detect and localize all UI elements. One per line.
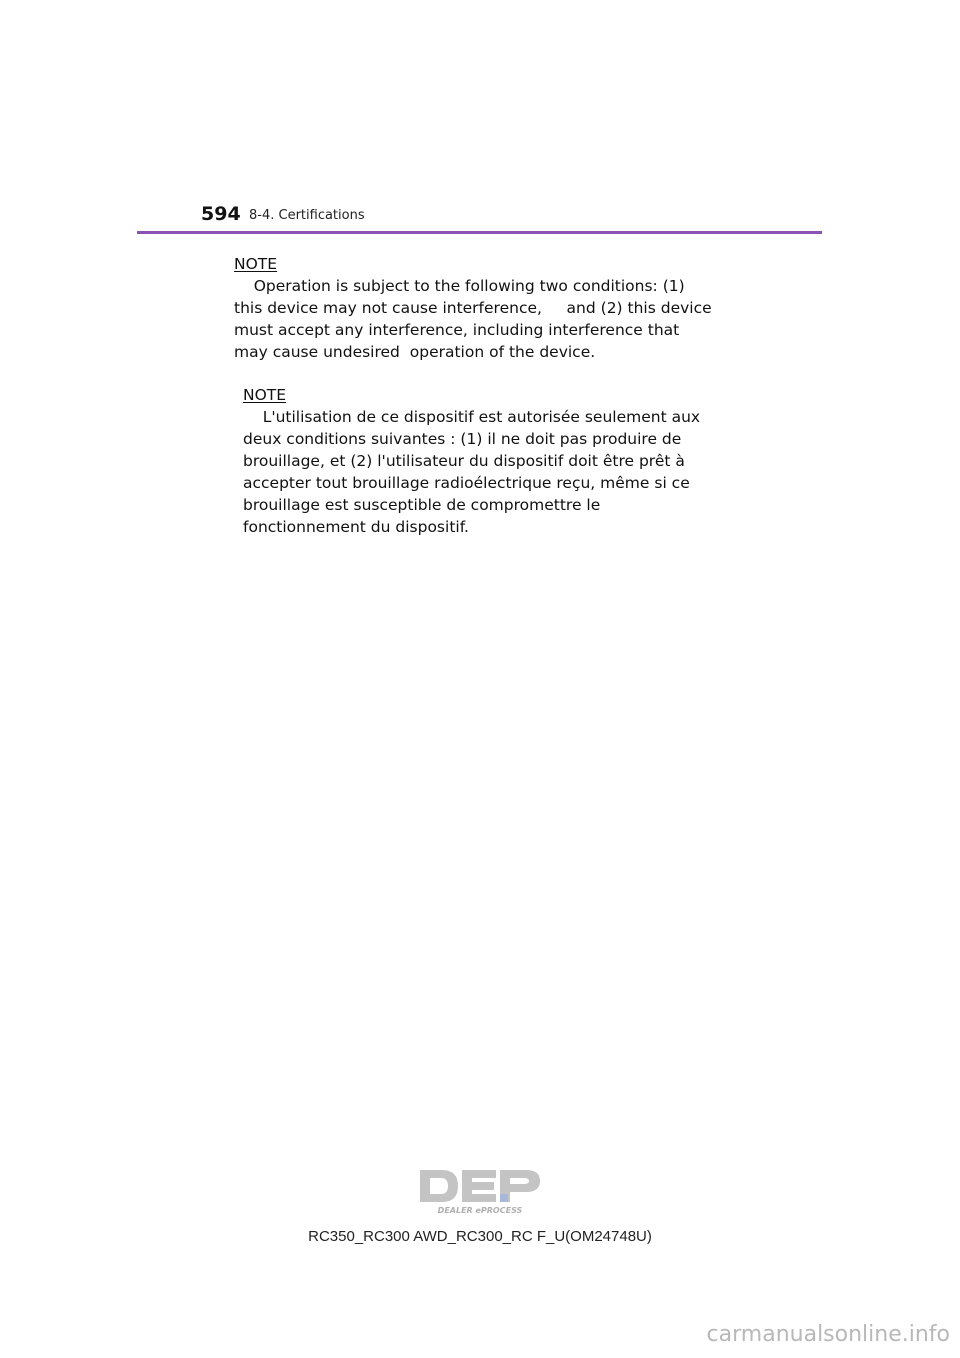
note-line: brouillage, et (2) l'utilisateur du dispositif doit être prêt à bbox=[243, 452, 685, 470]
note-heading: NOTE bbox=[243, 386, 287, 404]
watermark-link[interactable]: carmanualsonline.info bbox=[706, 1322, 950, 1347]
note-line: L'utilisation de ce dispositif est autorisée seulement aux bbox=[243, 408, 701, 426]
note-line: may cause undesired operation of the device. bbox=[234, 343, 596, 361]
logo-accent bbox=[500, 1194, 508, 1202]
note-heading: NOTE bbox=[234, 255, 278, 273]
note-french bbox=[243, 384, 700, 538]
dealer-eprocess-logo bbox=[416, 1166, 544, 1216]
note-line: deux conditions suivantes : (1) il ne doit pas produire de bbox=[243, 430, 682, 448]
page-number: 594 bbox=[201, 203, 241, 225]
note-line: brouillage est susceptible de compromettre le bbox=[243, 496, 601, 514]
model-code: RC350_RC300 AWD_RC300_RC F_U(OM24748U) bbox=[308, 1228, 652, 1245]
logo-letters bbox=[420, 1170, 540, 1202]
header-rule bbox=[137, 231, 822, 234]
note-line: fonctionnement du dispositif. bbox=[243, 518, 469, 536]
section-title: 8-4. Certifications bbox=[249, 208, 365, 223]
note-english bbox=[234, 253, 712, 363]
note-line: Operation is subject to the following two conditions: (1) bbox=[234, 277, 685, 295]
note-line: this device may not cause interference, and (2) this device bbox=[234, 299, 712, 317]
logo-tagline: DEALER ePROCESS bbox=[437, 1206, 523, 1215]
note-line: must accept any interference, including interference that bbox=[234, 321, 680, 339]
note-line: accepter tout brouillage radioélectrique reçu, même si ce bbox=[243, 474, 690, 492]
